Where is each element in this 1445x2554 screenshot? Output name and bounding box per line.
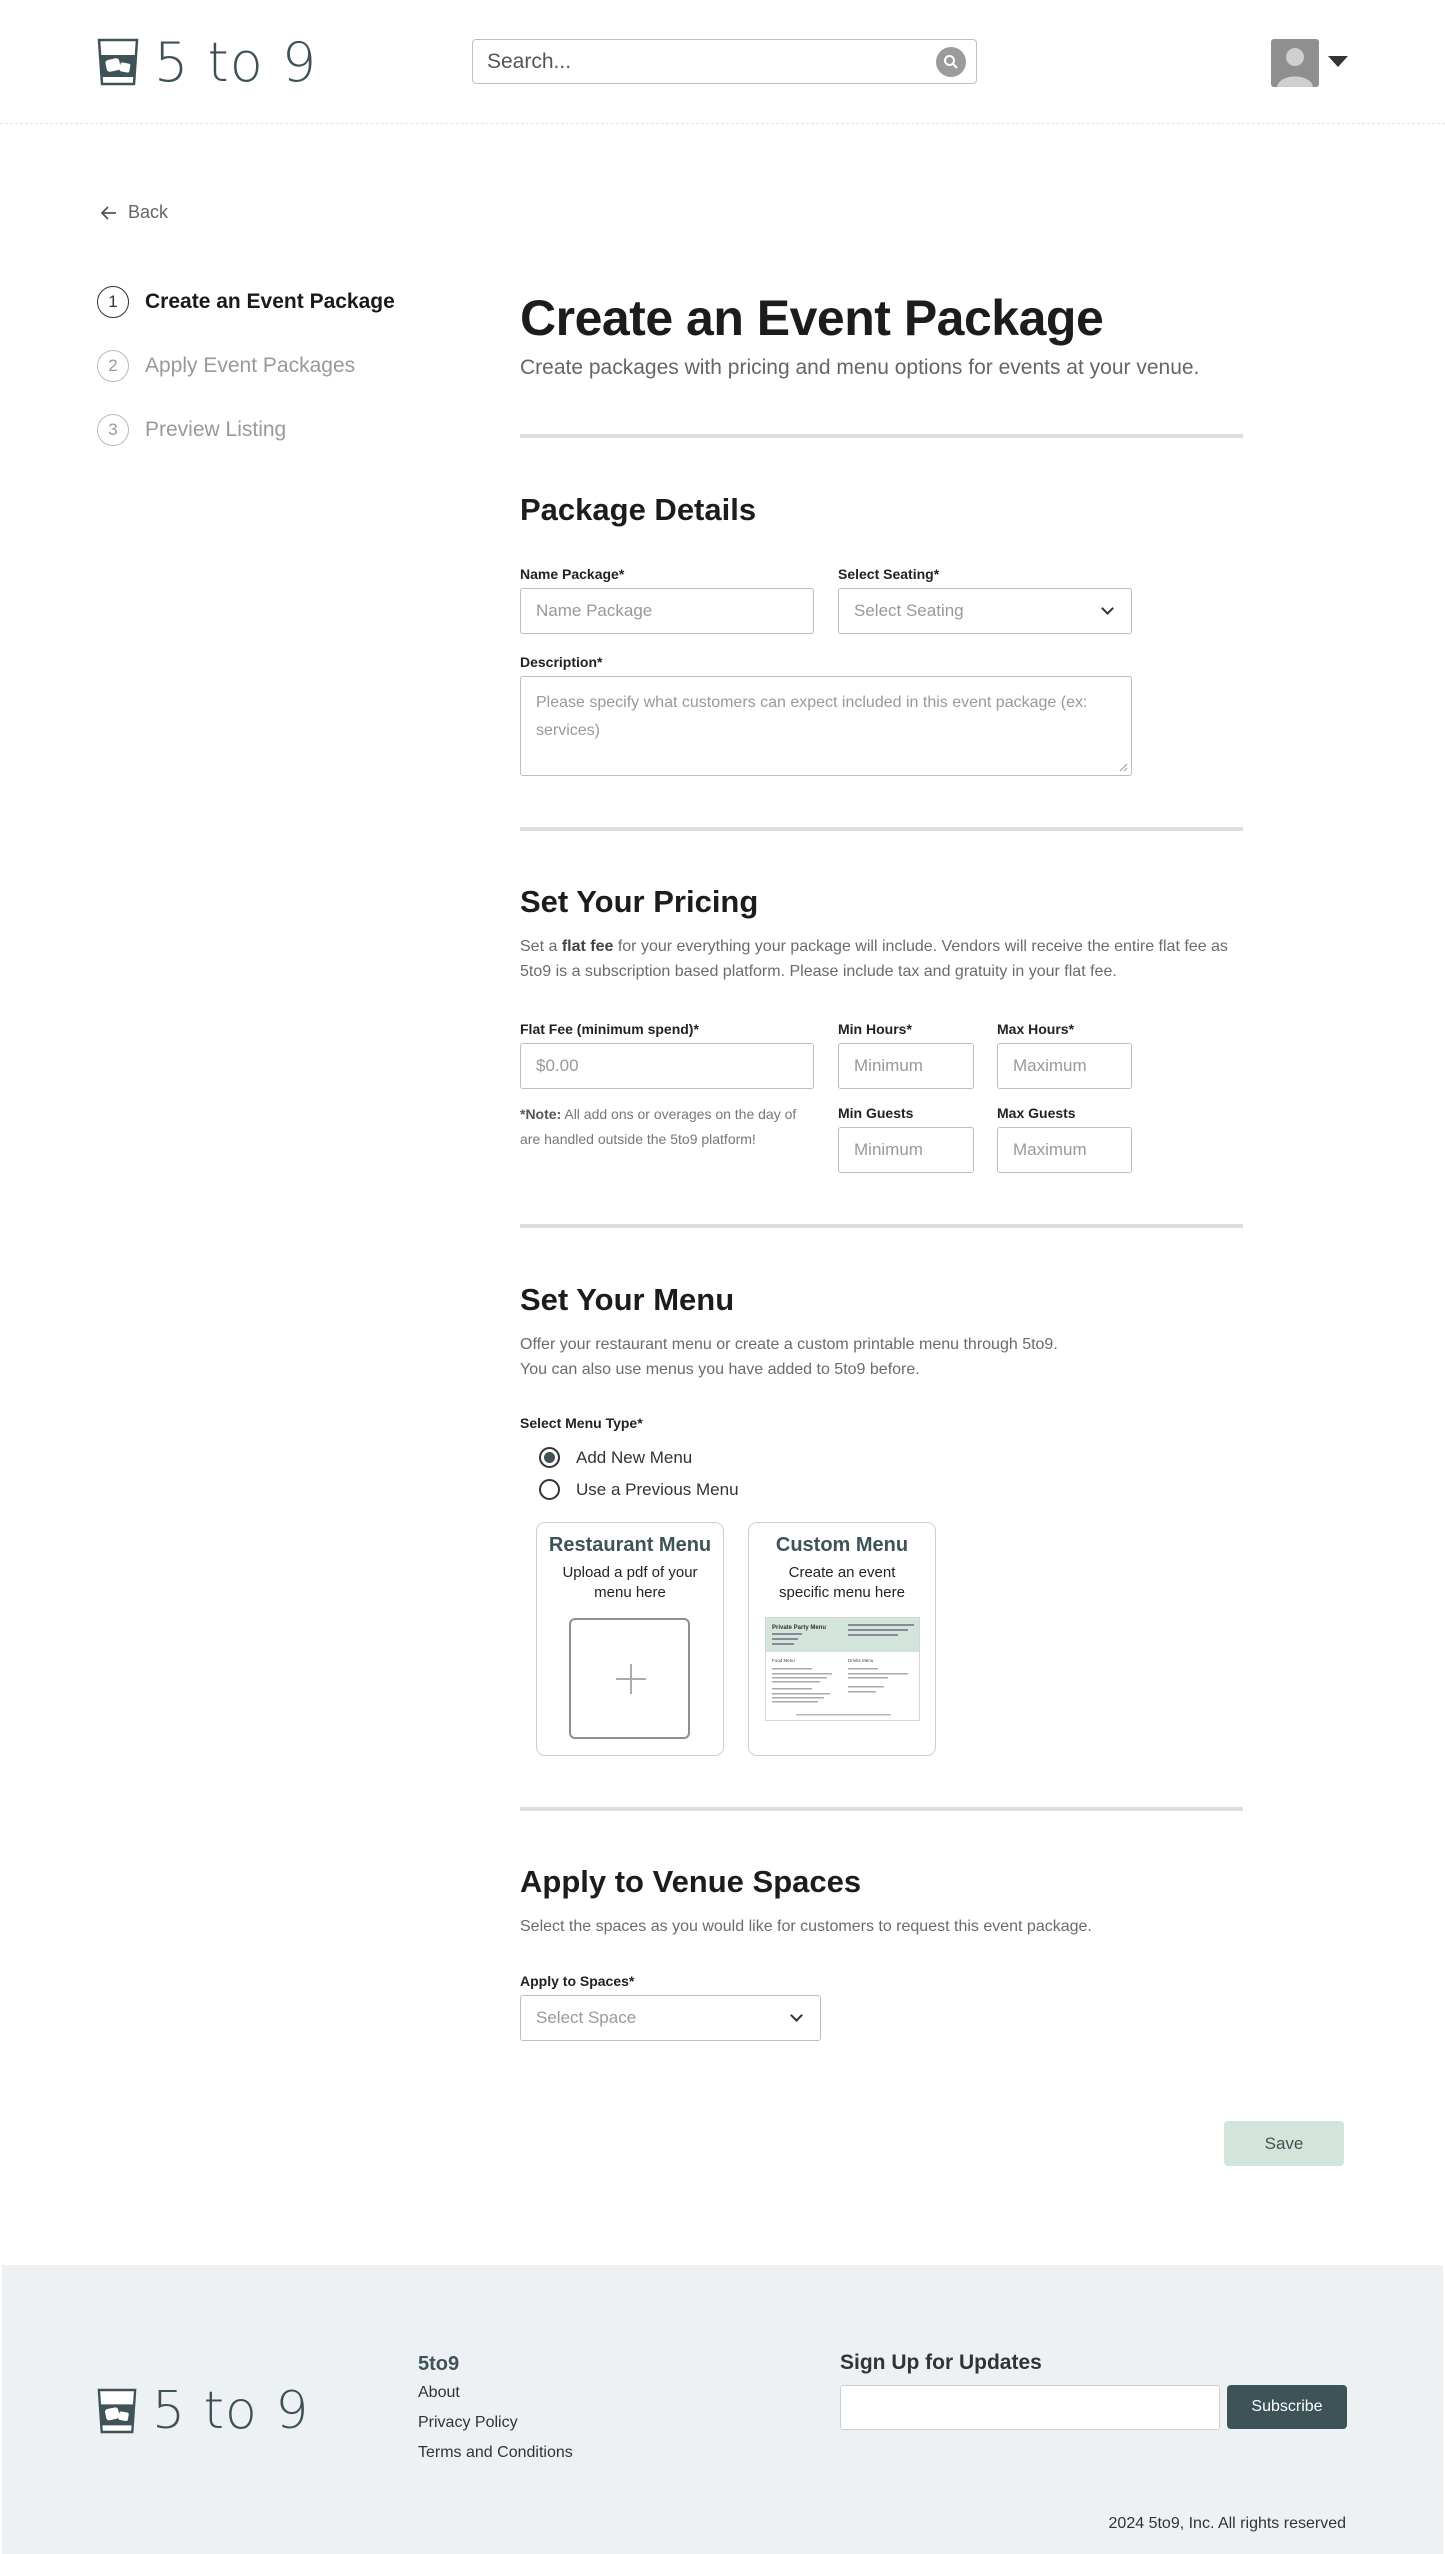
flat-fee-input[interactable]: $0.00 xyxy=(520,1043,814,1089)
brand-logo[interactable] xyxy=(96,30,318,94)
section-heading: Set Your Pricing xyxy=(520,884,759,919)
plus-icon xyxy=(630,1664,632,1694)
site-footer xyxy=(2,2265,1443,2554)
min-guests-input[interactable]: Minimum xyxy=(838,1127,974,1173)
resize-handle-icon[interactable] xyxy=(1118,762,1128,772)
copyright-text: 2024 5to9, Inc. All rights reserved xyxy=(1108,2515,1346,2532)
note-label: *Note: xyxy=(520,1106,562,1122)
pricing-desc-text: Set a xyxy=(520,938,562,955)
footer-link-privacy[interactable]: Privacy Policy xyxy=(418,2414,518,2431)
name-package-input[interactable]: Name Package xyxy=(520,588,814,634)
custom-menu-card[interactable] xyxy=(748,1522,936,1756)
section-heading: Package Details xyxy=(520,492,757,527)
back-label: Back xyxy=(128,202,169,222)
step-label: Apply Event Packages xyxy=(145,354,356,377)
glass-logo-icon xyxy=(96,2387,138,2435)
pricing-desc-text: for your everything your package will include. Vendors will receive the entire flat fee as 5to9 is a subscription based platform. Please include tax and gratuity in your flat fee. xyxy=(520,938,1228,980)
glass-logo-icon xyxy=(96,37,140,87)
back-link[interactable] xyxy=(100,202,168,223)
footer-company: 5to9 xyxy=(418,2353,460,2375)
upload-dropzone[interactable] xyxy=(569,1618,690,1739)
step-apply-packages[interactable] xyxy=(97,350,395,382)
card-subtitle: Create an event specific menu here xyxy=(779,1564,905,1601)
signup-title: Sign Up for Updates xyxy=(840,2351,1042,2374)
description-placeholder: Please specify what customers can expect included in this event package (ex: services) xyxy=(536,694,1088,739)
step-number: 1 xyxy=(97,286,129,318)
top-header xyxy=(0,0,1445,124)
radio-label: Add New Menu xyxy=(576,1447,693,1467)
note-text: All add ons or overages on the day of are handled outside the 5to9 platform! xyxy=(520,1106,797,1147)
arrow-left-icon xyxy=(100,205,118,221)
section-heading: Apply to Venue Spaces xyxy=(520,1864,862,1899)
pricing-section xyxy=(520,884,1244,1184)
name-package-label: Name Package* xyxy=(520,566,625,582)
flat-fee-label: Flat Fee (minimum spend)* xyxy=(520,1021,699,1037)
save-button[interactable]: Save xyxy=(1224,2121,1344,2166)
max-guests-input[interactable]: Maximum xyxy=(997,1127,1132,1173)
menu-description-line: Offer your restaurant menu or create a custom printable menu through 5to9. xyxy=(520,1336,1058,1353)
description-textarea[interactable] xyxy=(520,676,1132,776)
description-label: Description* xyxy=(520,654,603,670)
radio-use-previous-menu[interactable] xyxy=(539,1479,739,1500)
radio-button[interactable] xyxy=(539,1479,560,1500)
section-heading: Set Your Menu xyxy=(520,1282,735,1317)
apply-spaces-label: Apply to Spaces* xyxy=(520,1973,635,1989)
min-hours-input[interactable]: Minimum xyxy=(838,1043,974,1089)
chevron-down-icon xyxy=(1101,602,1114,615)
max-hours-label: Max Hours* xyxy=(997,1021,1075,1037)
menu-section xyxy=(520,1282,1244,1762)
search-icon xyxy=(943,54,959,70)
apply-spaces-dropdown[interactable] xyxy=(520,1995,821,2041)
user-icon xyxy=(1271,39,1319,87)
min-guests-label: Min Guests xyxy=(838,1105,914,1121)
step-number: 2 xyxy=(97,350,129,382)
footer-links xyxy=(418,2353,573,2462)
chevron-down-icon xyxy=(790,2009,803,2022)
preview-food-heading: Food Menu xyxy=(772,1658,795,1663)
card-subtitle: Upload a pdf of your menu here xyxy=(562,1564,698,1601)
step-preview-listing[interactable] xyxy=(97,414,395,446)
menu-preview-graphic xyxy=(766,1618,920,1721)
menu-type-label: Select Menu Type* xyxy=(520,1415,643,1431)
subscribe-button[interactable]: Subscribe xyxy=(1227,2385,1347,2429)
max-hours-input[interactable]: Maximum xyxy=(997,1043,1132,1089)
section-divider xyxy=(520,1224,1243,1228)
page-title: Create an Event Package xyxy=(520,290,1104,346)
pricing-desc-bold: flat fee xyxy=(561,938,614,955)
radio-add-new-menu[interactable] xyxy=(539,1447,692,1468)
spaces-description: Select the spaces as you would like for customers to request this event package. xyxy=(520,1918,1092,1935)
page-subtitle: Create packages with pricing and menu options for events at your venue. xyxy=(520,356,1200,379)
footer-brand-name: 5 to 9 xyxy=(152,2381,310,2441)
page-header xyxy=(520,284,1244,380)
card-title: Custom Menu xyxy=(775,1534,909,1556)
footer-link-about[interactable]: About xyxy=(418,2384,460,2401)
preview-title: Private Party Menu xyxy=(772,1625,827,1631)
preview-drinks-heading: Drinks Menu xyxy=(848,1658,874,1663)
step-label: Create an Event Package xyxy=(145,290,395,313)
min-hours-label: Min Hours* xyxy=(838,1021,912,1037)
search-bar xyxy=(472,39,977,84)
radio-label: Use a Previous Menu xyxy=(576,1479,739,1499)
step-create-package[interactable] xyxy=(97,286,395,318)
select-seating-value: Select Seating xyxy=(854,601,964,620)
user-avatar[interactable] xyxy=(1271,39,1319,87)
max-guests-label: Max Guests xyxy=(997,1105,1076,1121)
apply-spaces-value: Select Space xyxy=(536,2008,637,2027)
menu-description-line: You can also use menus you have added to 5to9 before. xyxy=(520,1361,920,1378)
package-details-section xyxy=(520,492,1244,782)
search-input[interactable] xyxy=(473,40,913,83)
card-title: Restaurant Menu xyxy=(548,1534,712,1556)
step-label: Preview Listing xyxy=(145,418,287,441)
section-divider xyxy=(520,434,1243,438)
pricing-description xyxy=(520,934,1232,984)
step-number: 3 xyxy=(97,414,129,446)
select-seating-label: Select Seating* xyxy=(838,566,940,582)
restaurant-menu-card[interactable] xyxy=(536,1522,724,1756)
newsletter-email-input[interactable] xyxy=(840,2385,1220,2430)
radio-button[interactable] xyxy=(539,1447,560,1468)
select-seating-dropdown[interactable] xyxy=(838,588,1132,634)
account-menu-caret-icon[interactable] xyxy=(1328,56,1348,67)
footer-logo[interactable] xyxy=(96,2383,309,2439)
section-divider xyxy=(520,827,1243,831)
brand-name: 5 to 9 xyxy=(154,30,318,94)
menu-preview-thumbnail xyxy=(765,1617,920,1721)
pricing-note xyxy=(520,1102,816,1152)
section-divider xyxy=(520,1807,1243,1811)
footer-link-terms[interactable]: Terms and Conditions xyxy=(418,2444,573,2461)
search-button[interactable] xyxy=(936,47,966,77)
venue-spaces-section xyxy=(520,1864,1244,2044)
progress-steps xyxy=(97,286,395,478)
